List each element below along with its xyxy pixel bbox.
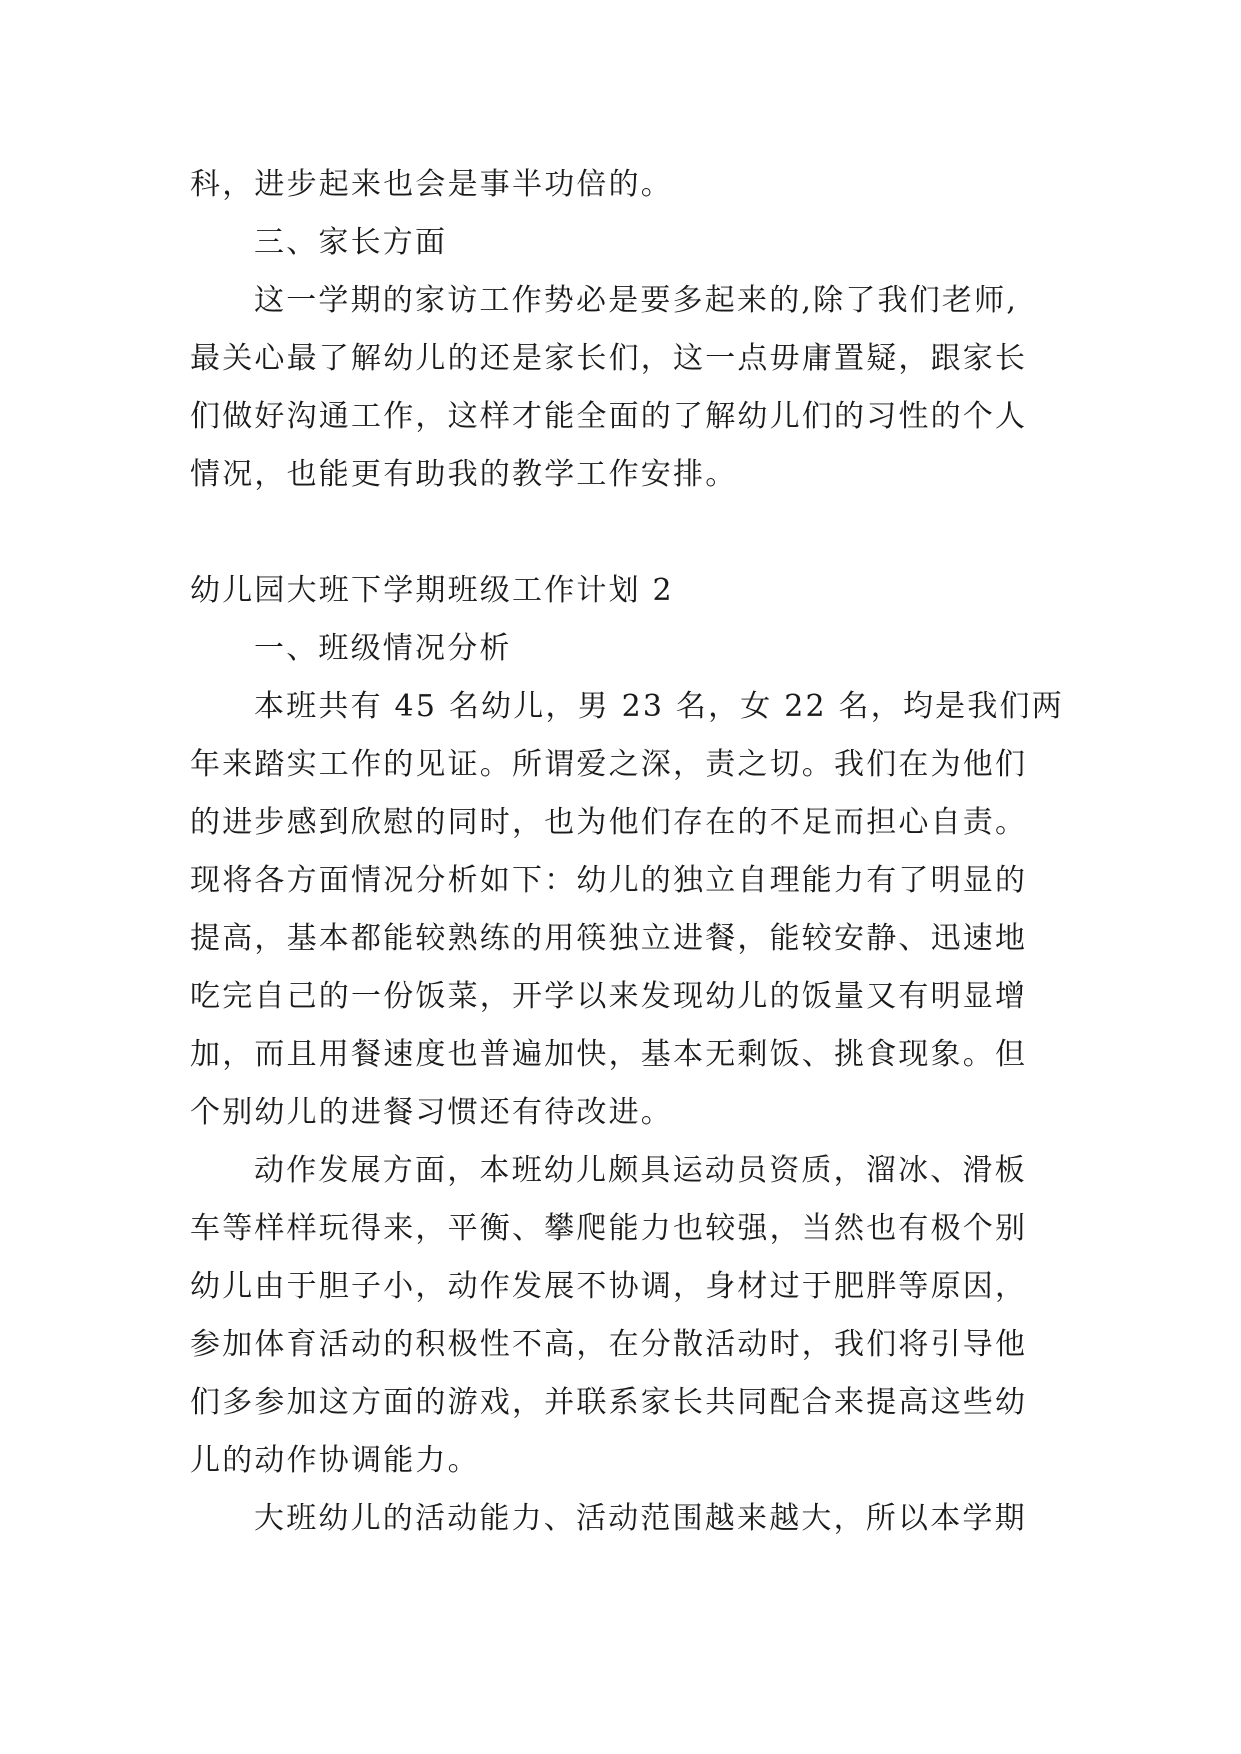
paragraph-line: 科，进步起来也会是事半功倍的。 bbox=[190, 167, 673, 202]
paragraph-line: 大班幼儿的活动能力、活动范围越来越大，所以本学期 bbox=[254, 1501, 1027, 1536]
paragraph-line: 儿的动作协调能力。 bbox=[190, 1443, 480, 1478]
paragraph-line: 个别幼儿的进餐习惯还有待改进。 bbox=[190, 1095, 673, 1130]
paragraph-line: 的进步感到欣慰的同时，也为他们存在的不足而担心自责。 bbox=[190, 805, 1028, 840]
paragraph-line: 车等样样玩得来，平衡、攀爬能力也较强，当然也有极个别 bbox=[190, 1211, 1028, 1246]
paragraph-line: 本班共有 45 名幼儿，男 23 名，女 22 名，均是我们两 bbox=[254, 689, 1064, 724]
paragraph-line: 动作发展方面，本班幼儿颇具运动员资质，溜冰、滑板 bbox=[254, 1153, 1027, 1188]
paragraph-line: 加，而且用餐速度也普遍加快，基本无剩饭、挑食现象。但 bbox=[190, 1037, 1028, 1072]
paragraph-line: 幼儿由于胆子小，动作发展不协调，身材过于肥胖等原因， bbox=[190, 1269, 1028, 1304]
paragraph-line: 吃完自己的一份饭菜，开学以来发现幼儿的饭量又有明显增 bbox=[190, 979, 1028, 1014]
paragraph-line: 参加体育活动的积极性不高，在分散活动时，我们将引导他 bbox=[190, 1327, 1028, 1362]
paragraph-line: 情况，也能更有助我的教学工作安排。 bbox=[190, 457, 738, 492]
paragraph-line: 这一学期的家访工作势必是要多起来的,除了我们老师, bbox=[254, 283, 1019, 318]
paragraph-line: 年来踏实工作的见证。所谓爱之深，责之切。我们在为他们 bbox=[190, 747, 1028, 782]
section-heading: 一、班级情况分析 bbox=[254, 631, 512, 666]
document-title: 幼儿园大班下学期班级工作计划 2 bbox=[190, 573, 674, 608]
paragraph-line: 最关心最了解幼儿的还是家长们，这一点毋庸置疑，跟家长 bbox=[190, 341, 1028, 376]
paragraph-line: 现将各方面情况分析如下：幼儿的独立自理能力有了明显的 bbox=[190, 863, 1028, 898]
section-heading: 三、家长方面 bbox=[254, 225, 448, 260]
paragraph-line: 提高，基本都能较熟练的用筷独立进餐，能较安静、迅速地 bbox=[190, 921, 1028, 956]
paragraph-line: 们多参加这方面的游戏，并联系家长共同配合来提高这些幼 bbox=[190, 1385, 1028, 1420]
document-body bbox=[190, 0, 1070, 1754]
paragraph-line: 们做好沟通工作，这样才能全面的了解幼儿们的习性的个人 bbox=[190, 399, 1028, 434]
